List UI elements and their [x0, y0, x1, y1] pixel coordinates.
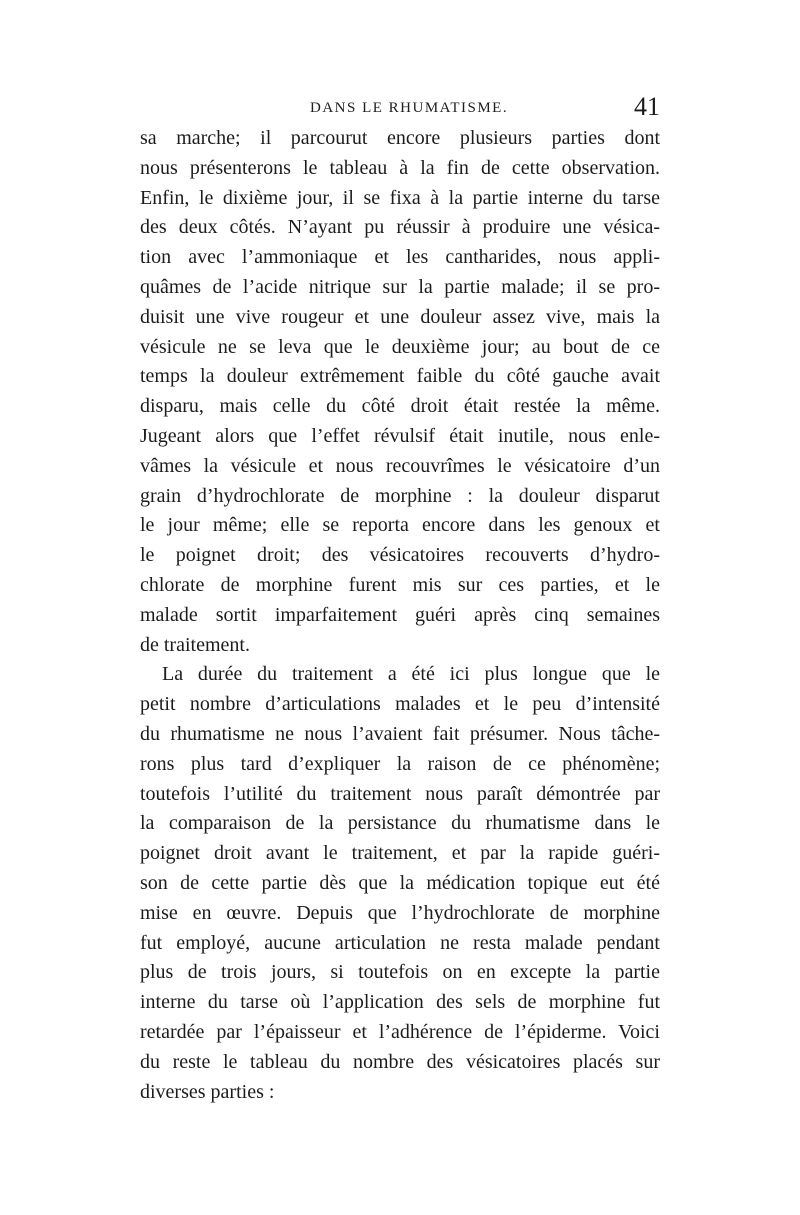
- text-line: Enfin, le dixième jour, il se fixa à la partie interne du tarse: [140, 186, 660, 209]
- text-line: des deux côtés. N’ayant pu réussir à produire une vésica-: [140, 216, 660, 239]
- text-line: toutefois l’utilité du traitement nous paraît démontrée par: [140, 782, 660, 805]
- text-line: sa marche; il parcourut encore plusieurs parties dont: [140, 127, 660, 149]
- text-line: vâmes la vésicule et nous recouvrîmes le vésicatoire d’un: [140, 454, 660, 477]
- text-line: retardée par l’épaisseur et l’adhérence de l’épiderme. Voici: [140, 1020, 660, 1043]
- paragraph-first-line: La durée du traitement a été ici plus longue que le: [162, 663, 660, 686]
- running-head: [140, 92, 660, 122]
- text-line: chlorate de morphine furent mis sur ces parties, et le: [140, 573, 660, 596]
- text-line: malade sortit imparfaitement guéri après cinq semaines: [140, 603, 660, 626]
- text-line: nous présenterons le tableau à la fin de cette observation.: [140, 156, 660, 179]
- text-line: mise en œuvre. Depuis que l’hydrochlorate de morphine: [140, 901, 660, 924]
- text-line: du reste le tableau du nombre des vésicatoires placés sur: [140, 1050, 660, 1073]
- page-number: 41: [634, 92, 660, 121]
- text-line: le jour même; elle se reporta encore dans les genoux et: [140, 514, 660, 537]
- text-line: quâmes de l’acide nitrique sur la partie malade; il se pro-: [140, 275, 660, 298]
- text-line: grain d’hydrochlorate de morphine : la douleur disparut: [140, 484, 660, 507]
- text-line: rons plus tard d’expliquer la raison de ce phénomène;: [140, 752, 660, 775]
- text-line: disparu, mais celle du côté droit était restée la même.: [140, 395, 660, 418]
- text-line: la comparaison de la persistance du rhumatisme dans le: [140, 812, 660, 835]
- running-title: DANS LE RHUMATISME.: [310, 100, 509, 116]
- text-line: poignet droit avant le traitement, et par la rapide guéri-: [140, 842, 660, 865]
- text-line: interne du tarse où l’application des sels de morphine fut: [140, 991, 660, 1014]
- text-line: Jugeant alors que l’effet révulsif était inutile, nous enle-: [140, 424, 660, 447]
- body-text: [140, 124, 660, 1107]
- text-line: fut employé, aucune articulation ne resta malade pendant: [140, 931, 660, 954]
- text-line: de traitement.: [140, 633, 250, 656]
- text-line: son de cette partie dès que la médication topique eut été: [140, 871, 660, 894]
- text-line: vésicule ne se leva que le deuxième jour; au bout de ce: [140, 335, 660, 358]
- text-line: du rhumatisme ne nous l’avaient fait présumer. Nous tâche-: [140, 722, 660, 745]
- text-line: diverses parties :: [140, 1080, 275, 1103]
- text-line: tion avec l’ammoniaque et les cantharides, nous appli-: [140, 246, 660, 269]
- text-line: petit nombre d’articulations malades et le peu d’intensité: [140, 693, 660, 716]
- text-line: le poignet droit; des vésicatoires recouverts d’hydro-: [140, 544, 660, 567]
- text-line: duisit une vive rougeur et une douleur assez vive, mais la: [140, 305, 660, 328]
- text-line: temps la douleur extrêmement faible du côté gauche avait: [140, 365, 660, 388]
- text-line: plus de trois jours, si toutefois on en excepte la partie: [140, 961, 660, 984]
